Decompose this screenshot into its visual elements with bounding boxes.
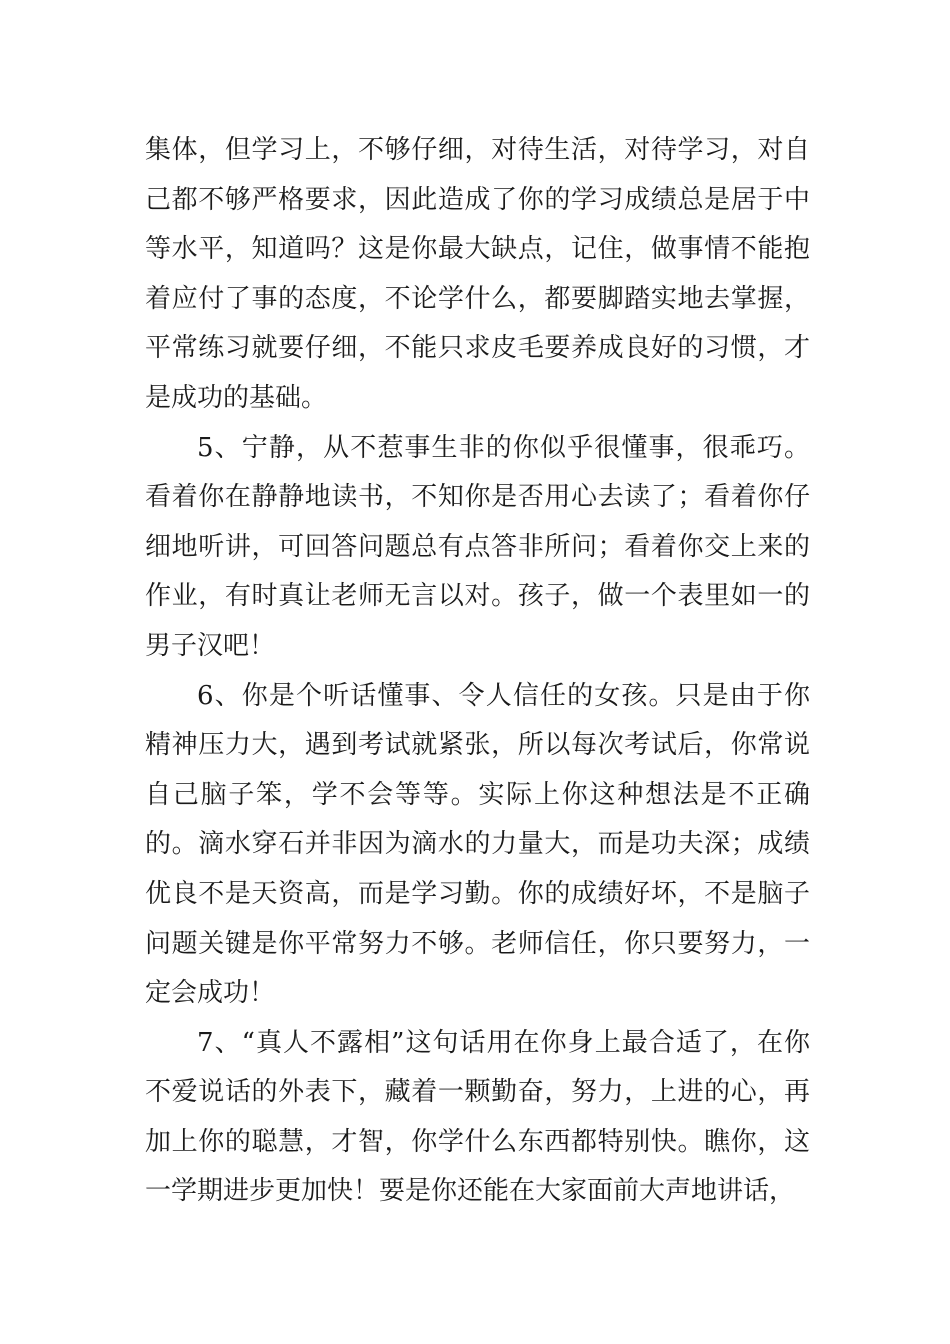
document-body xyxy=(145,126,810,1217)
paragraph-comment-6: 6、你是个听话懂事、令人信任的女孩。只是由于你精神压力大，遇到考试就紧张，所以每次考试后，你常说自己脑子笨，学不会等等。实际上你这种想法是不正确的。滴水穿石并非因为滴水的力量大，而是功夫深；成绩优良不是天资高，而是学习勤。你的成绩好坏，不是脑子问题关键是你平常努力不够。老师信任，你只要努力，一定会成功！ xyxy=(145,680,810,1009)
paragraph-comment-7: 7、“真人不露相”这句话用在你身上最合适了，在你不爱说话的外表下，藏着一颗勤奋，努力，上进的心，再加上你的聪慧，才智，你学什么东西都特别快。瞧你，这一学期进步更加快！要是你还能在大家面前大声地讲话， xyxy=(145,1027,810,1207)
paragraph-continuation: 集体，但学习上，不够仔细，对待生活，对待学习，对自己都不够严格要求，因此造成了你的学习成绩总是居于中等水平，知道吗？这是你最大缺点，记住，做事情不能抱着应付了事的态度，不论学什么，都要脚踏实地去掌握，平常练习就要仔细，不能只求皮毛要养成良好的习惯，才是成功的基础。 xyxy=(145,135,810,413)
paragraph-comment-5: 5、宁静，从不惹事生非的你似乎很懂事，很乖巧。看着你在静静地读书，不知你是否用心去读了；看着你仔细地听讲，可回答问题总有点答非所问；看着你交上来的作业，有时真让老师无言以对。孩子，做一个表里如一的男子汉吧！ xyxy=(145,432,810,661)
